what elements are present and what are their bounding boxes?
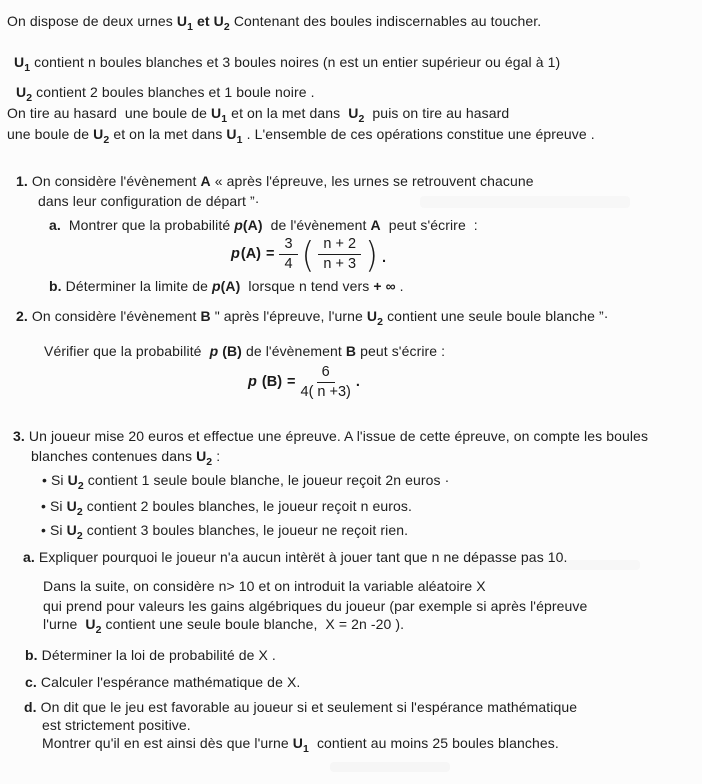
text-segment: Contenant des boules indiscernables au toucher. xyxy=(229,13,542,29)
formula-pB-lhs xyxy=(248,374,282,390)
subscript: 2 xyxy=(77,480,84,492)
u2-description xyxy=(16,84,315,107)
text-segment: de l'évènement xyxy=(241,343,346,359)
fraction-three-fourths xyxy=(279,236,297,272)
subscript: 2 xyxy=(76,506,83,518)
question-3-bullet-2 xyxy=(41,498,412,521)
question-3-line-1 xyxy=(13,428,648,445)
subscript: 1 xyxy=(24,62,31,74)
text-segment: contient 2 boules blanches et 1 boule noire . xyxy=(32,84,315,100)
text-segment: (A) xyxy=(242,217,263,233)
text-segment: 3. xyxy=(13,428,25,444)
text-segment: 2. xyxy=(16,308,28,324)
text-segment: 1. xyxy=(16,173,28,189)
formula-period: . xyxy=(381,250,386,267)
procedure-line-1 xyxy=(7,105,509,128)
subscript: 2 xyxy=(358,113,365,125)
text-segment: (B) xyxy=(218,343,242,359)
text-segment: contient 3 boules blanches, le joueur ne reçoit rien. xyxy=(82,522,409,538)
text-segment: U xyxy=(292,735,304,751)
subscript: 2 xyxy=(26,92,33,104)
subscript: 1 xyxy=(187,21,194,33)
text-segment: . xyxy=(395,278,404,294)
subscript: 2 xyxy=(76,530,83,542)
text-segment: . L'ensemble de ces opérations constitue une épreuve . xyxy=(242,126,595,142)
question-3-line-2 xyxy=(31,448,220,471)
question-3d-line-3 xyxy=(42,735,559,758)
question-3-bullet-1 xyxy=(42,472,449,495)
text-segment: (A) xyxy=(220,278,241,294)
text-segment: p xyxy=(211,278,221,294)
text-segment: l'urne xyxy=(43,616,86,632)
question-3d-line-2 xyxy=(42,717,191,734)
text-segment: U xyxy=(66,498,77,514)
text-segment: et on la met dans xyxy=(109,126,227,142)
subscript: 2 xyxy=(103,134,110,146)
formula-pB xyxy=(248,364,360,400)
text-segment: A xyxy=(200,173,211,189)
text-segment: contient au moins 25 boules blanches. xyxy=(308,735,559,751)
scan-smudge xyxy=(330,762,450,772)
fraction-denominator: 4 xyxy=(284,255,293,272)
subscript: 1 xyxy=(221,113,228,125)
question-2-verify xyxy=(44,343,445,360)
text-segment: U xyxy=(366,308,378,324)
text-segment: U xyxy=(85,616,96,632)
question-1-line-2 xyxy=(38,193,260,210)
text-segment: et on la met dans xyxy=(227,105,349,121)
text-segment: peut s'écrire : xyxy=(356,343,446,359)
text-segment: de l'évènement xyxy=(262,217,371,233)
event-A: (A) xyxy=(240,246,261,263)
intro-line-1 xyxy=(7,13,541,36)
text-segment: contient une seule boule blanche ”· xyxy=(383,308,609,324)
formula-period: . xyxy=(355,374,360,391)
text-segment: c. xyxy=(25,674,37,690)
text-segment: • Si xyxy=(42,472,68,488)
question-1-line-1 xyxy=(16,173,534,190)
text-segment: B xyxy=(345,343,357,359)
fraction-denominator: n + 3 xyxy=(323,255,357,272)
text-segment: peut s'écrire : xyxy=(380,217,478,233)
p-variable: p xyxy=(248,374,257,391)
question-3c xyxy=(25,674,300,691)
question-3d-line-1 xyxy=(24,699,577,716)
question-3-bullet-3 xyxy=(41,522,408,545)
fraction-denominator: 4( n +3) xyxy=(300,383,351,400)
procedure-line-2 xyxy=(7,126,595,149)
text-segment: U xyxy=(67,472,78,488)
text-segment: qui prend pour valeurs les gains algébriques du joueur (par exemple si après l'épreuve xyxy=(43,598,588,614)
text-segment: Déterminer la loi de probabilité de X . xyxy=(37,647,276,663)
text-segment: contient 1 seule boule blanche, le joueur reçoit 2n euros · xyxy=(83,472,450,488)
text-segment: dans leur configuration de départ ”· xyxy=(38,193,260,209)
text-segment: U xyxy=(93,126,104,142)
subscript: 2 xyxy=(223,21,230,33)
fraction-n-plus-2-over-n-plus-3 xyxy=(318,236,361,272)
text-segment: U xyxy=(176,13,188,29)
text-segment: a. xyxy=(23,549,35,565)
question-3a xyxy=(23,549,568,566)
text-segment: U xyxy=(196,448,207,464)
text-segment: et xyxy=(193,13,214,29)
text-segment: • Si xyxy=(41,522,67,538)
text-segment: : xyxy=(212,448,221,464)
text-segment: Montrer que la probabilité xyxy=(60,217,235,233)
formula-pA xyxy=(231,232,386,276)
text-segment: U xyxy=(16,84,27,100)
text-segment: blanches contenues dans xyxy=(31,448,197,464)
text-segment: une boule de xyxy=(7,126,94,142)
scan-smudge xyxy=(420,196,630,208)
text-segment: p xyxy=(209,343,219,359)
subscript: 2 xyxy=(377,316,384,328)
text-segment: On tire au hasard une boule de xyxy=(7,105,212,121)
text-segment: p xyxy=(234,217,243,233)
text-segment: Un joueur mise 20 euros et effectue une épreuve. A l'issue de cette épreuve, on compte les boules xyxy=(24,428,649,444)
right-paren: ) xyxy=(365,232,378,276)
question-3a-note-2 xyxy=(43,598,587,615)
text-segment: U xyxy=(226,126,237,142)
text-segment: A xyxy=(370,217,381,233)
question-1b xyxy=(49,278,404,295)
fraction-numerator: 6 xyxy=(317,364,335,383)
text-segment: U xyxy=(14,54,25,70)
formula-pA-lhs xyxy=(231,246,261,262)
text-segment: a. xyxy=(49,217,61,233)
text-segment: Calculer l'espérance mathématique de X. xyxy=(36,674,301,690)
fraction-numerator: 3 xyxy=(279,236,297,255)
text-segment: b. xyxy=(49,278,62,294)
text-segment: U xyxy=(211,105,222,121)
subscript: 1 xyxy=(303,743,309,755)
text-segment: Déterminer la limite de xyxy=(61,278,212,294)
text-segment: d. xyxy=(24,699,37,715)
text-segment: Dans la suite, on considère n> 10 et on introduit la variable aléatoire X xyxy=(43,578,486,594)
text-segment: est strictement positive. xyxy=(42,717,191,733)
p-variable: p xyxy=(231,246,240,263)
left-paren: ( xyxy=(301,232,315,276)
text-segment: B xyxy=(200,308,211,324)
text-segment: Expliquer pourquoi le joueur n'a aucun intèrët à jouer tant que n ne dépasse pas 10. xyxy=(34,549,568,565)
fraction-6-over-4n3 xyxy=(301,364,351,400)
text-segment: Montrer qu'il en est ainsi dès que l'urne xyxy=(42,735,293,751)
subscript: 2 xyxy=(95,624,102,636)
text-segment: U xyxy=(348,105,359,121)
text-segment: • Si xyxy=(41,498,67,514)
text-segment: b. xyxy=(25,647,38,663)
event-B: (B) xyxy=(257,374,283,391)
text-segment: contient une seule boule blanche, X = 2n -20 ). xyxy=(101,616,405,632)
text-segment: On dit que le jeu est favorable au joueur si et seulement si l'espérance mathématique xyxy=(36,699,578,715)
equals-sign: = xyxy=(266,246,275,263)
text-segment: " après l'épreuve, l'urne xyxy=(210,308,367,324)
text-segment: lorsque n tend vers xyxy=(240,278,374,294)
question-3a-note-1 xyxy=(43,578,486,595)
question-2 xyxy=(16,308,609,331)
question-1a xyxy=(49,217,478,234)
fraction-numerator: n + 2 xyxy=(318,236,361,255)
u1-description xyxy=(14,54,560,77)
equals-sign: = xyxy=(287,374,296,391)
text-segment: contient n boules blanches et 3 boules noires (n est un entier supérieur ou égal à 1) xyxy=(30,54,561,70)
question-3b xyxy=(25,647,276,664)
text-segment: On dispose de deux urnes xyxy=(7,13,177,29)
text-segment: On considère l'évènement xyxy=(27,173,201,189)
text-segment: puis on tire au hasard xyxy=(364,105,510,121)
text-segment: U xyxy=(213,13,224,29)
text-segment: « après l'épreuve, les urnes se retrouvent chacune xyxy=(210,173,534,189)
subscript: 2 xyxy=(206,456,213,468)
text-segment: U xyxy=(66,522,77,538)
text-segment: Vérifier que la probabilité xyxy=(44,343,210,359)
text-segment: contient 2 boules blanches, le joueur reçoit n euros. xyxy=(82,498,412,514)
text-segment: + ∞ xyxy=(373,278,396,294)
subscript: 1 xyxy=(236,134,243,146)
question-3a-note-3 xyxy=(43,616,404,639)
text-segment: On considère l'évènement xyxy=(27,308,201,324)
